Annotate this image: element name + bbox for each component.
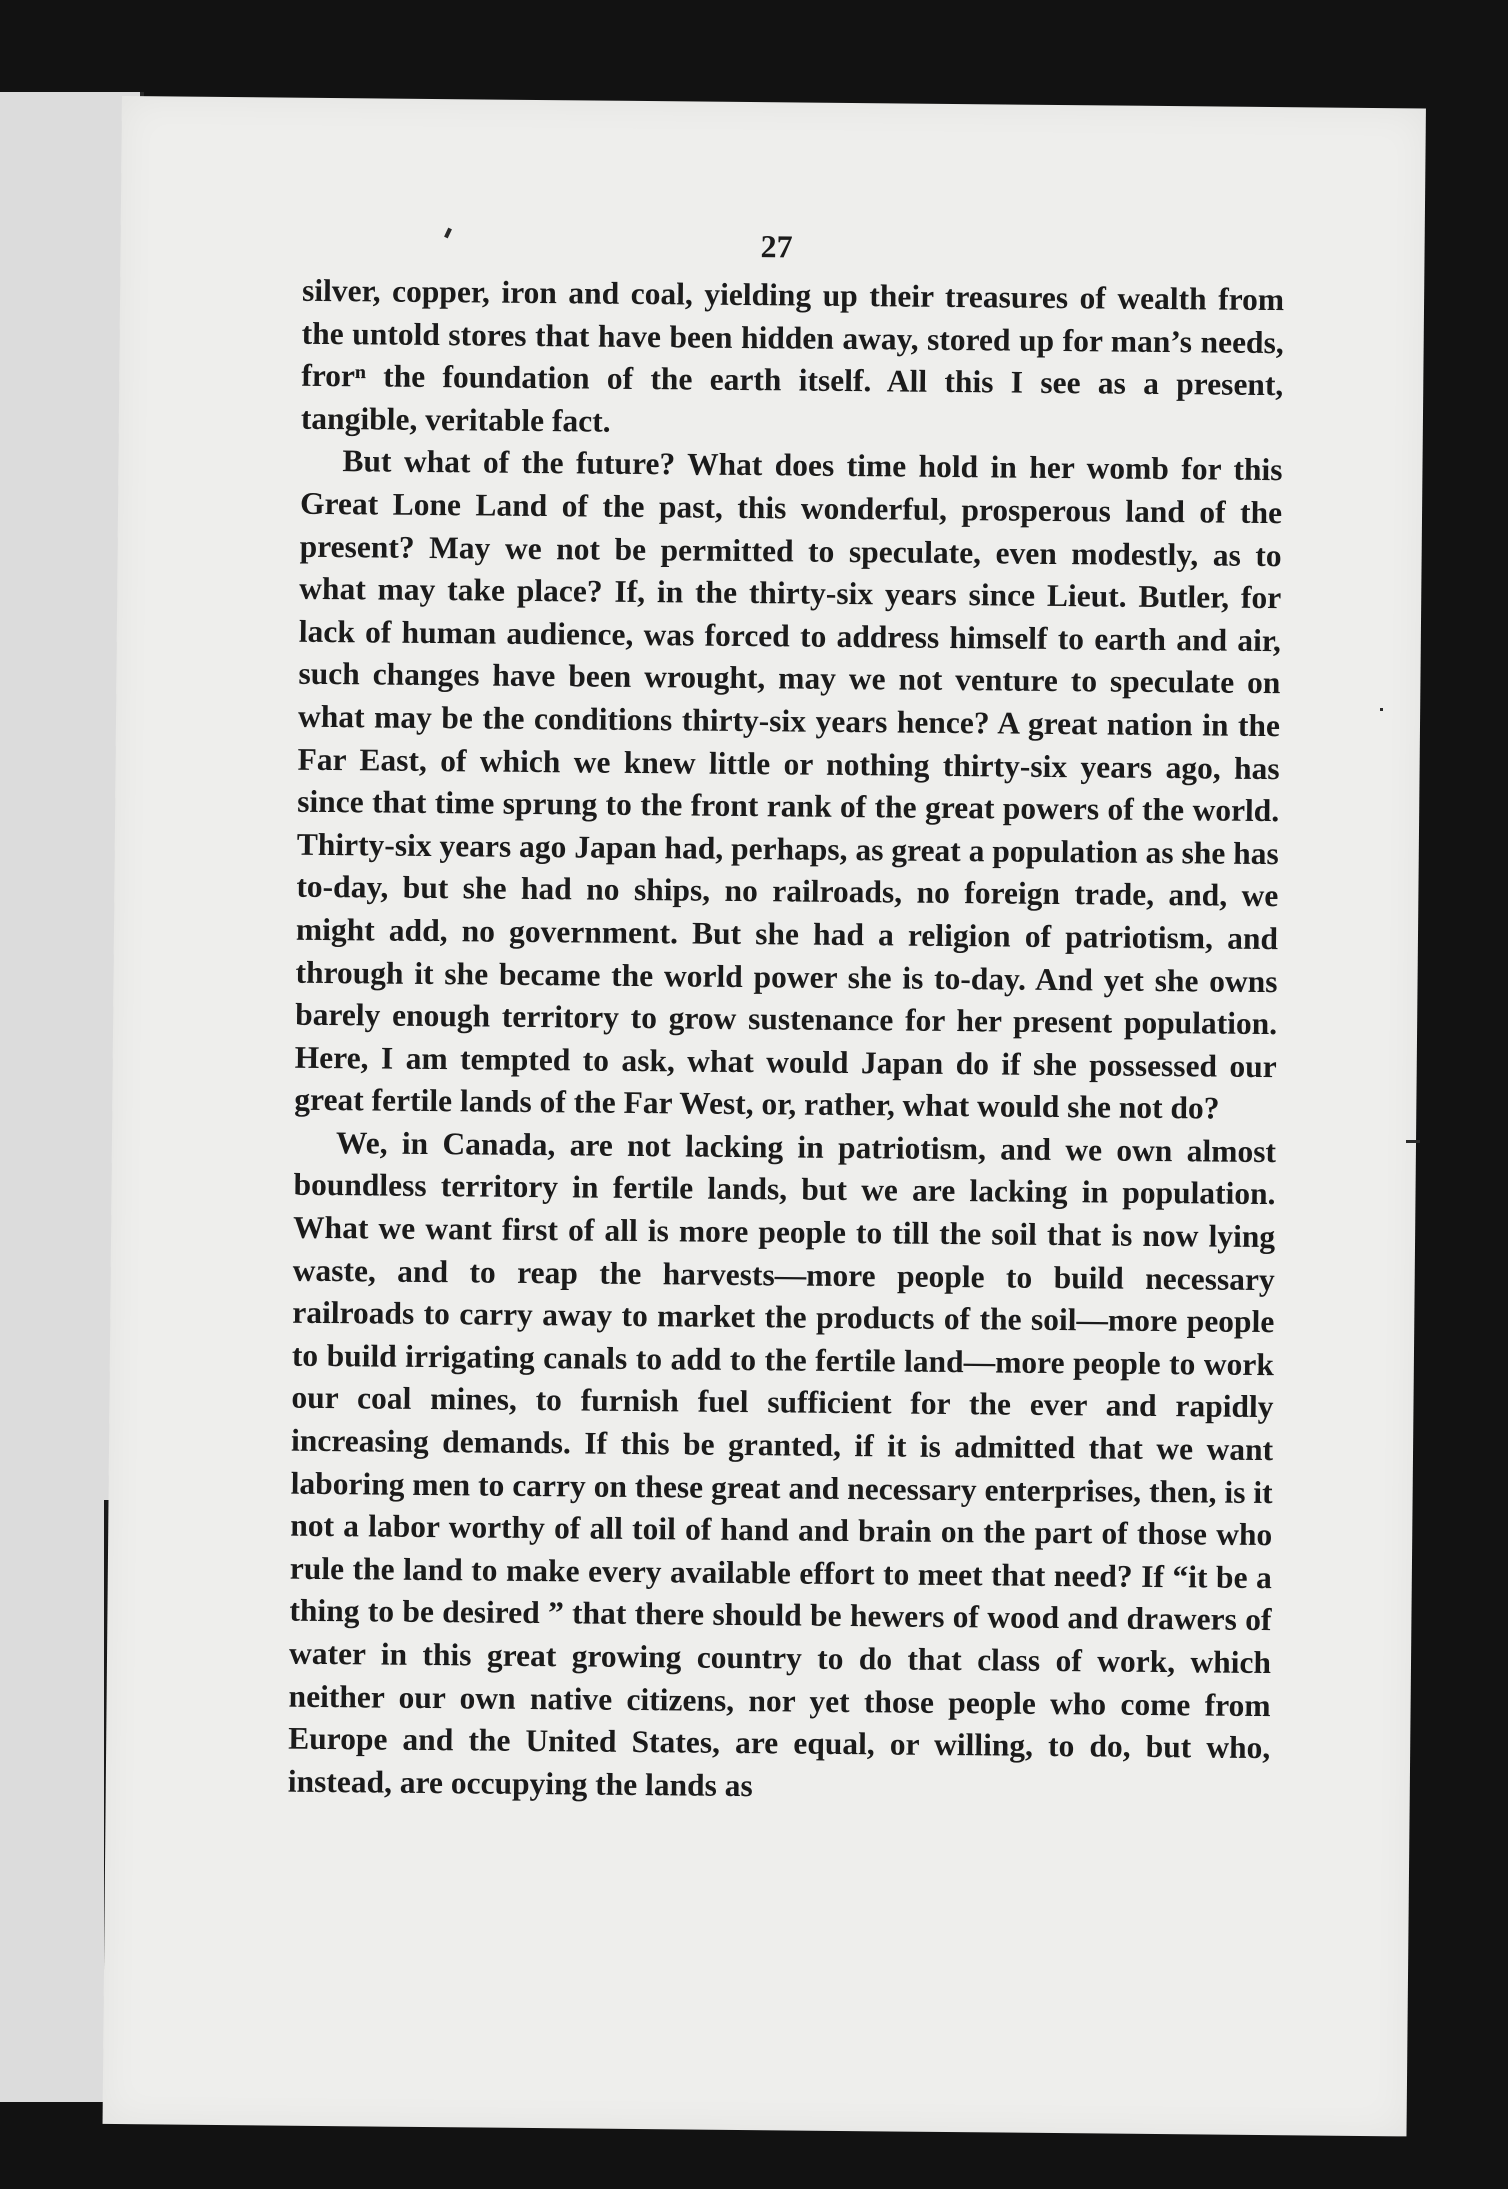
paragraph-3: We, in Canada, are not lacking in patriotism, and we own almost boundless territory in fertile lands, but we are lacking in population. What we want first of all is more people to till the soil that is now lying waste, and to reap the harvests—more people to build necessary railroads to carry away to market the products of the soil—more people to build irrigating canals to add to the fertile land—more people to work our coal mines, to furnish fuel sufficient for the ever and rapidly increasing demands. If this be granted, if it is admitted that we want laboring men to carry on these great and necessary enterprises, then, is it not a labor worthy of all toil of hand and brain on the part of those who rule the land to make every available effort to meet that need? If “it be a thing to be desired ” that there should be hewers of wood and drawers of water in this great growing country to do that class of work, which neither our own native citizens, nor yet those people who come from Europe and the United States, are equal, or willing, to do, but who, instead, are occupying the lands as	[287, 1124, 1277, 1803]
book-page	[103, 96, 1426, 2136]
paragraph-2: But what of the future? What does time hold in her womb for this Great Lone Land of the past, this wonderful, prosperous land of the present? May we not be permitted to speculate, even modestly, as to what may take place? If, in the thirty-six years since Lieut. Butler, for lack of human audience, was forced to address himself to earth and air, such changes have been wrought, may we not venture to speculate on what may be the conditions thirty-six years hence? A great nation in the Far East, of which we knew little or nothing thirty-six years ago, has since that time sprung to the front rank of the great powers of the world. Thirty-six years ago Japan had, perhaps, as great a population as she has to-day, but she had no ships, no railroads, no foreign trade, and, we might add, no government. But she had a religion of patriotism, and through it she became the world power she is to-day. And yet she owns barely enough territory to grow sustenance for her present population. Here, I am tempted to ask, what would Japan do if she possessed our great fertile lands of the Far West, or, rather, what would she not do?	[294, 443, 1283, 1126]
paragraph-1: silver, copper, iron and coal, yielding up their treasures of wealth from the untold stores that have been hidden away, stored up for man’s needs, frorⁿ the foundation of the earth itself. All this I see as a present, tangible, veritable fact.	[300, 272, 1285, 439]
page-body	[288, 270, 1285, 1813]
scan-speck	[1406, 1140, 1420, 1143]
page-number: 27	[760, 228, 793, 265]
scan-speck	[1380, 708, 1383, 711]
